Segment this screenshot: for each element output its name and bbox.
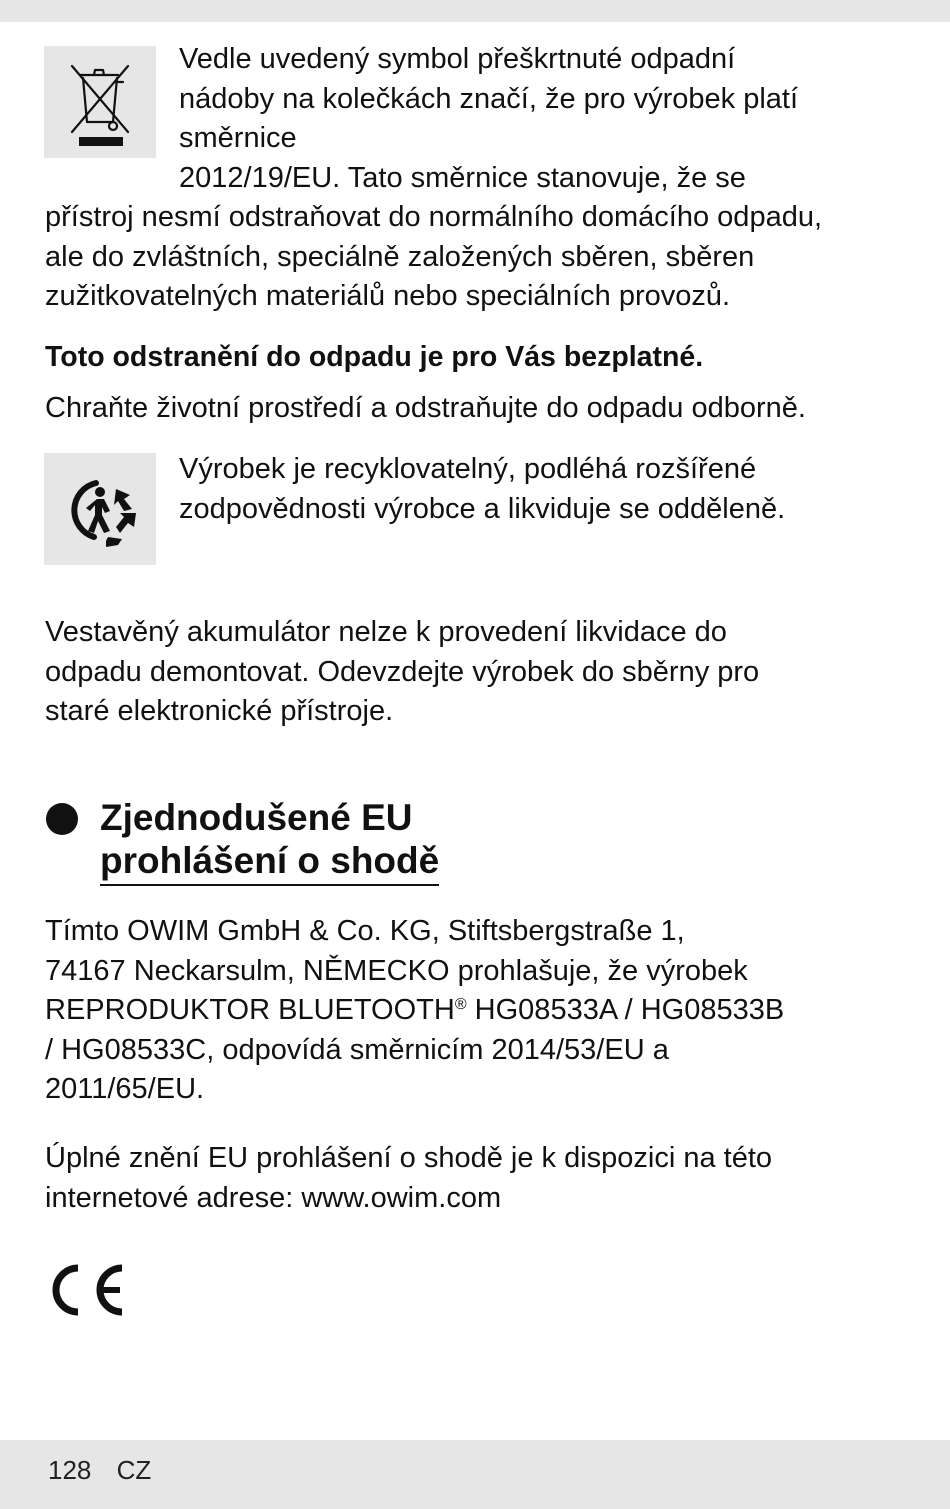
recycle-line: zodpovědnosti výrobce a likviduje se odděleně. — [179, 492, 786, 525]
section-bullet-icon — [46, 803, 78, 835]
declaration-paragraph — [45, 912, 784, 1110]
weee-line: nádoby na kolečkách značí, že pro výrobek platí — [179, 82, 799, 115]
footer — [48, 1455, 151, 1485]
recycle-paragraph — [45, 450, 785, 529]
section-title-line1: Zjednodušené EU — [100, 797, 413, 838]
declaration-line: 74167 Neckarsulm, NĚMECKO prohlašuje, že výrobek — [45, 954, 748, 987]
weee-paragraph — [45, 40, 822, 317]
ce-mark-icon — [44, 1262, 126, 1318]
battery-line: staré elektronické přístroje. — [45, 695, 394, 727]
product-name: REPRODUKTOR BLUETOOTH — [45, 994, 455, 1026]
weee-line: přístroj nesmí odstraňovat do normálního domácího odpadu, — [45, 201, 823, 233]
section-title — [100, 796, 439, 886]
battery-line: odpadu demontovat. Odevzdejte výrobek do sběrny pro — [45, 655, 760, 688]
declaration-line: Tímto OWIM GmbH & Co. KG, Stiftsbergstraße 1, — [45, 915, 685, 947]
full-text-line: internetové adrese: www.owim.com — [45, 1181, 502, 1214]
battery-paragraph — [45, 613, 759, 732]
full-text-paragraph — [45, 1139, 772, 1218]
recycle-line: Výrobek je recyklovatelný, podléhá rozšířené — [179, 453, 757, 485]
product-models: HG08533A / HG08533B — [466, 994, 785, 1026]
weee-line: zužitkovatelných materiálů nebo speciálních provozů. — [45, 280, 731, 312]
weee-line: Vedle uvedený symbol přeškrtnuté odpadní — [179, 43, 736, 75]
free-disposal-note: Toto odstranění do odpadu je pro Vás bezplatné. — [45, 341, 704, 373]
weee-line: 2012/19/EU. Tato směrnice stanovuje, že se — [179, 161, 746, 194]
full-text-line: Úplné znění EU prohlášení o shodě je k dispozici na této — [45, 1142, 773, 1174]
page-number: 128 — [48, 1455, 92, 1485]
language-code: CZ — [116, 1455, 152, 1485]
registered-mark: ® — [454, 996, 467, 1013]
top-strip — [0, 0, 950, 22]
weee-line: směrnice — [179, 122, 297, 154]
battery-line: Vestavěný akumulátor nelze k provedení likvidace do — [45, 616, 727, 648]
environment-note: Chraňte životní prostředí a odstraňujte do odpadu odborně. — [45, 392, 806, 424]
section-title-line2: prohlášení o shodě — [100, 839, 439, 886]
declaration-line-product — [45, 991, 784, 1031]
declaration-line: 2011/65/EU. — [45, 1073, 205, 1105]
weee-line: ale do zvláštních, speciálně založených sběren, sběren — [45, 240, 755, 273]
declaration-line: / HG08533C, odpovídá směrnicím 2014/53/EU a — [45, 1033, 669, 1066]
